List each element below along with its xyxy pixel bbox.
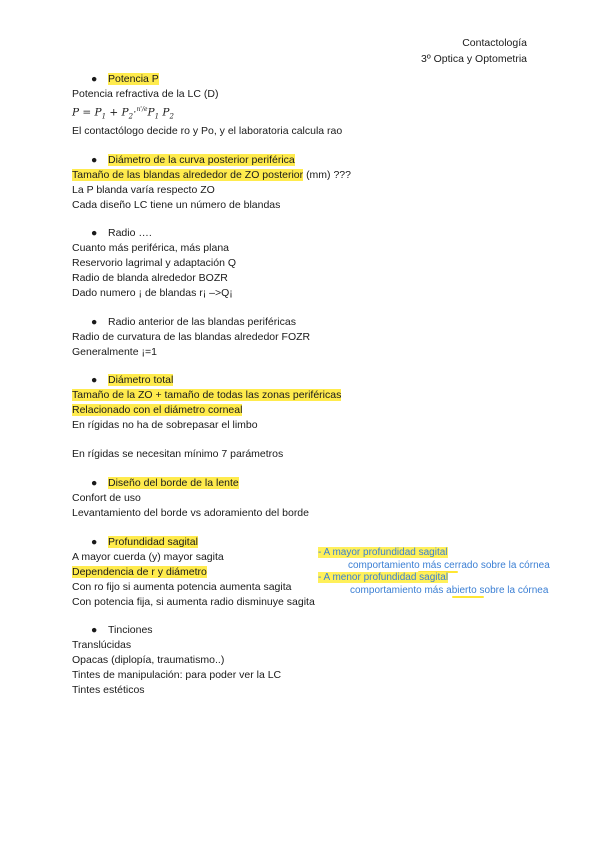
- text-span: (mm) ???: [306, 169, 351, 181]
- bullet-potencia: [91, 72, 159, 86]
- annotation-note: [318, 571, 448, 584]
- formula-part: P: [162, 106, 170, 119]
- text-line: Levantamiento del borde vs adoramiento del borde: [72, 507, 309, 519]
- text-line: Con potencia fija, si aumenta radio disminuye sagita: [72, 596, 315, 608]
- bullet-dot-icon: ●: [91, 624, 98, 636]
- program-title: 3º Optica y Optometria: [421, 53, 527, 65]
- annotation-note: comportamiento más abierto sobre la córnea: [350, 585, 549, 596]
- formula-sub: 1: [101, 112, 107, 121]
- bullet-diseno-borde: [91, 476, 239, 490]
- annotation-text: - A menor profundidad sagital: [318, 572, 449, 583]
- text-line: Dado numero ¡ de blandas r¡ –>Q¡: [72, 287, 233, 299]
- formula-part: P = P: [72, 106, 102, 119]
- bullet-radio-anterior: [91, 315, 296, 329]
- formula-part: + P: [106, 106, 129, 119]
- text-line: Tintes de manipulación: para poder ver la LC: [72, 669, 282, 681]
- highlighted-text: Relacionado con el diámetro corneal: [72, 404, 243, 416]
- text-line: Radio de blanda alrededor BOZR: [72, 272, 228, 284]
- annotation-note: [318, 546, 448, 559]
- text-line: Con ro fijo si aumenta potencia aumenta sagita: [72, 581, 292, 593]
- bullet-dot-icon: ●: [91, 73, 98, 85]
- text-line: Confort de uso: [72, 492, 141, 504]
- text-line: [72, 388, 341, 402]
- bullet-label: Tinciones: [108, 624, 153, 636]
- bullet-profundidad-sagital: [91, 535, 198, 549]
- text-line: Translúcidas: [72, 639, 132, 651]
- formula-frac: n'/e: [136, 106, 148, 113]
- bullet-dot-icon: ●: [91, 536, 98, 548]
- highlighted-text: Dependencia de r y diámetro: [72, 566, 207, 578]
- text-line: Opacas (diplopía, traumatismo..): [72, 654, 225, 666]
- text-line: Reservorio lagrimal y adaptación Q: [72, 257, 236, 269]
- course-title: Contactología: [462, 37, 527, 49]
- formula-part: P: [147, 106, 155, 119]
- text-line: Generalmente ¡=1: [72, 346, 157, 358]
- text-line: El contactólogo decide ro y Po, y el laboratoria calcula rao: [72, 125, 343, 137]
- formula-sub: 2: [169, 112, 174, 121]
- bullet-label: Diámetro de la curva posterior periférica: [108, 154, 295, 166]
- text-line: Cuanto más periférica, más plana: [72, 242, 229, 254]
- bullet-dot-icon: ●: [91, 227, 98, 239]
- text-line: En rígidas no ha de sobrepasar el limbo: [72, 419, 258, 431]
- highlighted-text: Tamaño de las blandas alrededor de ZO posterior: [72, 169, 304, 181]
- text-line: [72, 565, 207, 579]
- formula-sub: 1: [154, 112, 160, 121]
- bullet-diametro-curva: [91, 153, 295, 167]
- text-line: Cada diseño LC tiene un número de blandas: [72, 199, 281, 211]
- annotation-text: - A mayor profundidad sagital: [318, 547, 448, 558]
- bullet-label: Radio anterior de las blandas periféricas: [108, 316, 296, 328]
- annotation-note: comportamiento más cerrado sobre la córnea: [348, 560, 550, 571]
- bullet-dot-icon: ●: [91, 316, 98, 328]
- text-line: [72, 403, 242, 417]
- bullet-label: Potencia P: [108, 73, 159, 85]
- bullet-dot-icon: ●: [91, 374, 98, 386]
- highlight-stroke: [452, 596, 484, 598]
- formula-sub: 2: [128, 112, 134, 121]
- text-line: En rígidas se necesitan mínimo 7 parámetros: [72, 448, 284, 460]
- formula: $P = P_1 + P_2\cdot^{n'/e}P_1$ $P_2$: [72, 106, 174, 121]
- text-line: La P blanda varía respecto ZO: [72, 184, 215, 196]
- text-line: A mayor cuerda (y) mayor sagita: [72, 551, 224, 563]
- bullet-tinciones: [91, 623, 153, 637]
- bullet-radio: [91, 226, 152, 240]
- highlighted-text: Tamaño de la ZO + tamaño de todas las zonas periféricas: [72, 389, 342, 401]
- bullet-diametro-total: [91, 373, 173, 387]
- bullet-dot-icon: ●: [91, 477, 98, 489]
- text-line: Tintes estéticos: [72, 684, 145, 696]
- text-line: Potencia refractiva de la LC (D): [72, 88, 219, 100]
- text-line: [72, 168, 351, 182]
- bullet-label: Diseño del borde de la lente: [108, 477, 239, 489]
- bullet-label: Profundidad sagital: [108, 536, 198, 548]
- text-line: Radio de curvatura de las blandas alrededor FOZR: [72, 331, 311, 343]
- bullet-dot-icon: ●: [91, 154, 98, 166]
- bullet-label: Diámetro total: [108, 374, 174, 386]
- bullet-label: Radio ….: [108, 227, 152, 239]
